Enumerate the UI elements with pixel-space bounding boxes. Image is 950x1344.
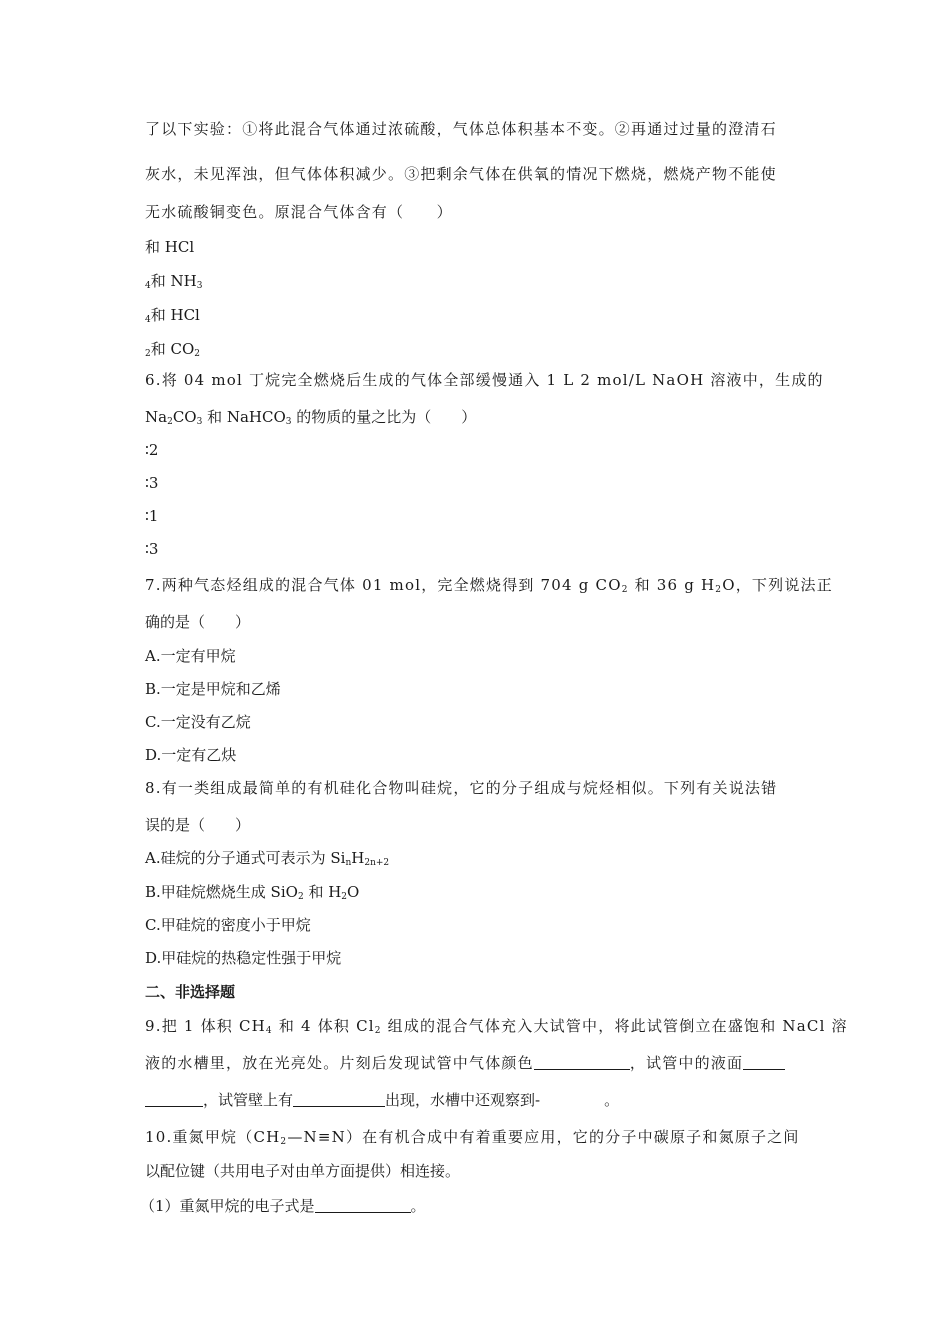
q5-option-4: $_2$和 $CO_2$: [145, 340, 201, 359]
q7-stem-line-2: 确的是（ ）: [145, 613, 251, 631]
q6-option-3: ∶1: [145, 507, 159, 525]
q8-stem-line-1: 8.有一类组成最简单的有机硅化合物叫硅烷，它的分子组成与烷烃相似。下列有关说法错: [145, 779, 778, 797]
answer-blank[interactable]: [315, 1198, 411, 1213]
q7-option-d: D.一定有乙炔: [145, 746, 237, 764]
q8-option-b: B.甲硅烷燃烧生成 SiO$_2$ 和 $H_2O$: [145, 883, 360, 902]
answer-blank[interactable]: [743, 1055, 785, 1070]
q9-stem-line-2: 液的水槽里，放在光亮处。片刻后发现试管中气体颜色 ，试管中的液面: [145, 1052, 785, 1073]
q10-subquestion-1: （1）重氮甲烷的电子式是 。: [140, 1197, 426, 1215]
q10-stem-line-2: 以配位键（共用电子对由单方面提供）相连接。: [145, 1162, 461, 1180]
q8-option-d: D.甲硅烷的热稳定性强于甲烷: [145, 949, 342, 967]
answer-blank[interactable]: [145, 1092, 203, 1107]
q7-stem-line-1: 7.两种气态烃组成的混合气体 01 mol，完全燃烧得到 704 g $CO_2$ 和 36 g $H_2O$，下列说法正: [145, 576, 833, 595]
answer-blank[interactable]: [293, 1092, 385, 1107]
q7-option-c: C.一定没有乙烷: [145, 713, 251, 731]
q8-option-a: A.硅烷的分子通式可表示为 $Si_nH_{2n+2}$: [145, 849, 390, 868]
q7-option-a: A.一定有甲烷: [145, 647, 236, 665]
q6-option-2: ∶3: [145, 474, 159, 492]
q6-stem-line-1: 6.将 04 mol 丁烷完全燃烧后生成的气体全部缓慢通入 1 L 2 mol/L NaOH 溶液中，生成的: [145, 371, 824, 389]
q5-stem-line-2: 灰水，未见浑浊，但气体体积减少。③把剩余气体在供氧的情况下燃烧，燃烧产物不能使: [145, 165, 777, 183]
section-heading: 二、非选择题: [145, 983, 236, 1001]
q9-stem-line-3: ，试管壁上有 出现，水槽中还观察到- 。: [145, 1089, 619, 1110]
q5-option-1: 和 HCl: [145, 238, 195, 256]
q5-option-2: $_4$和 $NH_3$: [145, 272, 203, 291]
q6-option-4: ∶3: [145, 540, 159, 558]
q7-option-b: B.一定是甲烷和乙烯: [145, 680, 281, 698]
q5-option-3: $_4$和 HCl: [145, 306, 200, 325]
q8-option-c: C.甲硅烷的密度小于甲烷: [145, 916, 311, 934]
q6-stem-line-2: $Na_2CO_3$ 和 NaHCO$_3$ 的物质的量之比为（ ）: [145, 408, 477, 427]
q5-stem-line-3: 无水硫酸铜变色。原混合气体含有（ ）: [145, 203, 453, 221]
q6-option-1: ∶2: [145, 441, 159, 459]
answer-blank[interactable]: [534, 1055, 630, 1070]
q10-stem-line-1: 10.重氮甲烷$(CH_2—N\equiv N)$在有机合成中有着重要应用，它的分子中碳原子和氮原子之间: [145, 1128, 800, 1147]
q9-stem-line-1: 9.把 1 体积 $CH_4$ 和 4 体积 $Cl_2$ 组成的混合气体充入大试管中，将此试管倒立在盛饱和 NaCl 溶: [145, 1017, 848, 1036]
q5-stem-line-1: 了以下实验：①将此混合气体通过浓硫酸，气体总体积基本不变。②再通过过量的澄清石: [145, 120, 777, 138]
q8-stem-line-2: 误的是（ ）: [145, 816, 251, 834]
